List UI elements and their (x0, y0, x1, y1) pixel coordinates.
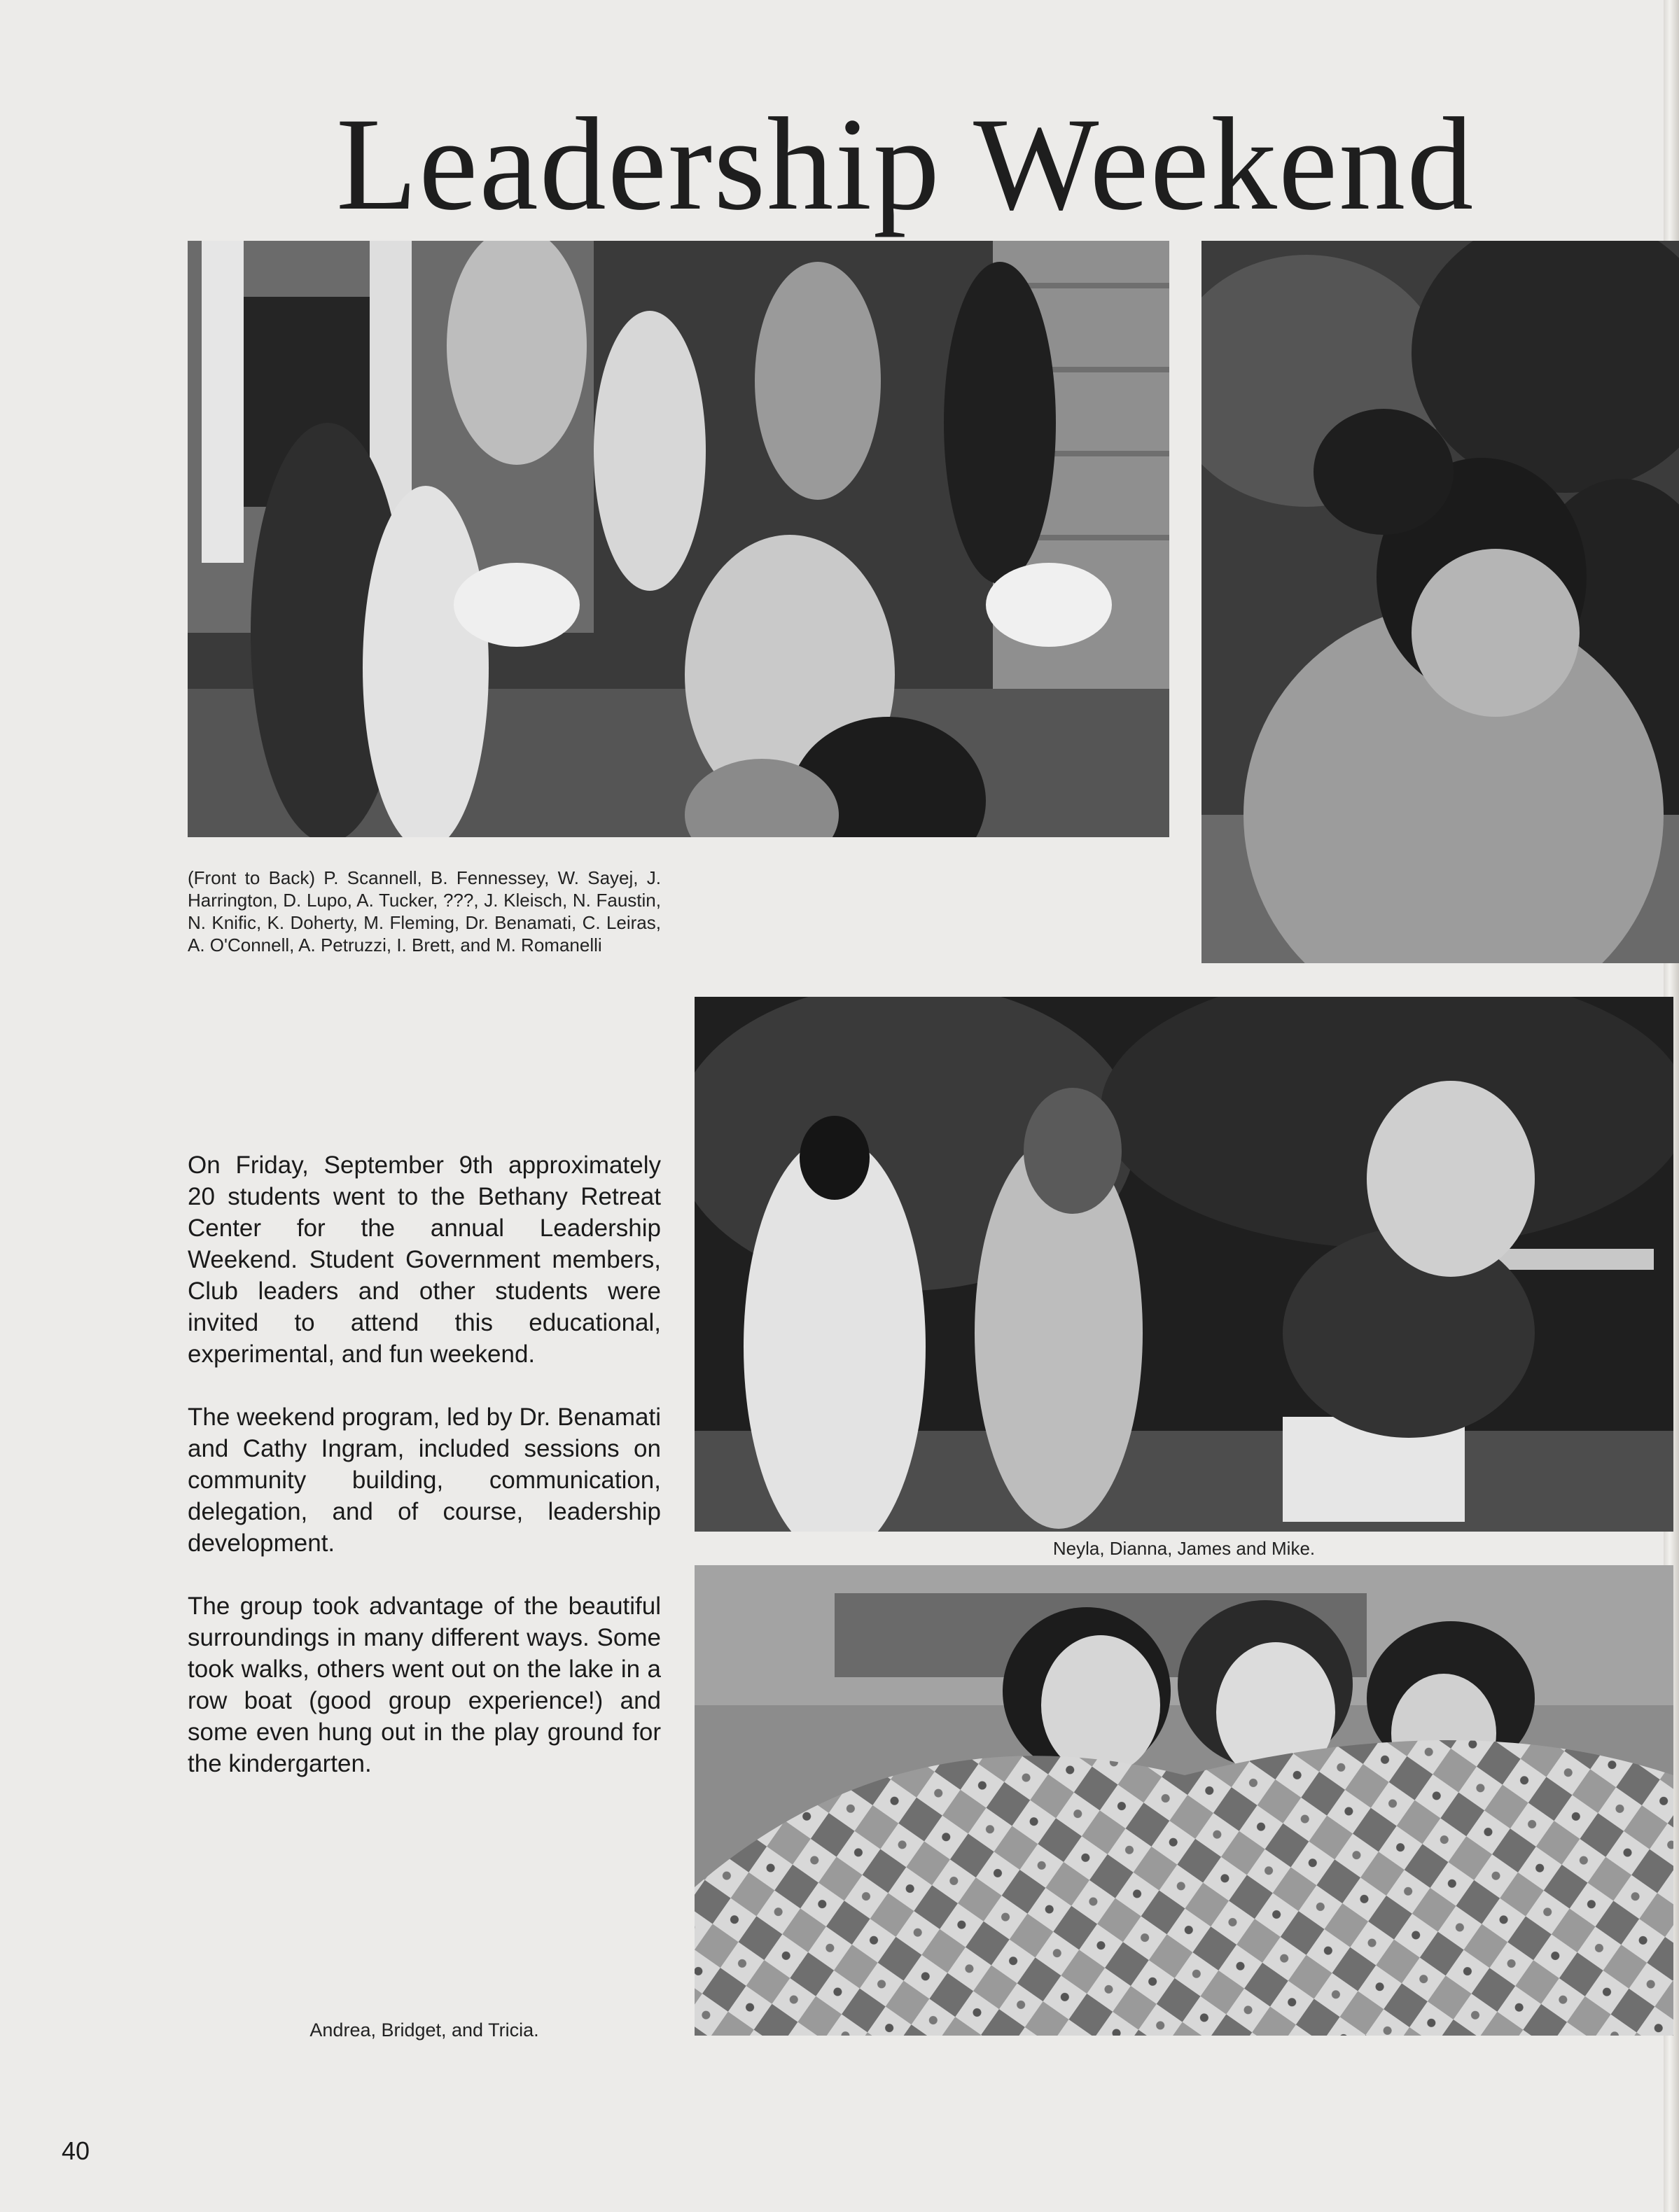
article-paragraph: On Friday, September 9th approximately 20 students went to the Bethany Retreat Center for the annual Leadership Weekend. Student Government members, Club leaders and other students were invited to attend this educational, experimental, and fun weekend. (188, 1152, 661, 1368)
group-photo-caption: (Front to Back) P. Scannell, B. Fennessey, W. Sayej, J. Harrington, D. Lupo, A. Tucker, ???, J. Kleisch, N. Faustin, N. Knific, K. Doherty, M. Fleming, Dr. Benamati, C. Leiras, A. O'Connell, A. Petruzzi, I. Brett, and M. Romanelli (188, 867, 661, 955)
quilt-photo-caption: Andrea, Bridget, and Tricia. (309, 2019, 539, 2040)
article-body (188, 1149, 661, 1779)
page-number: 40 (62, 2136, 90, 2165)
outdoor-photo (695, 997, 1673, 1532)
group-photo (188, 241, 1169, 837)
outdoor-photo-caption: Neyla, Dianna, James and Mike. (1052, 1538, 1316, 1559)
article-paragraph: The group took advantage of the beautiful surroundings in many different ways. Some took walks, others went out on the lake in a row boat (good group experience!) and some even hung out in the play ground for the kindergarten. (188, 1592, 661, 1777)
article-paragraph: The weekend program, led by Dr. Benamati and Cathy Ingram, included sessions on community building, communication, delegation, and of course, leadership development. (188, 1404, 661, 1557)
page-title: Leadership Weekend (336, 91, 1475, 238)
quilt-photo (695, 1565, 1673, 2036)
closeup-photo (1201, 241, 1679, 963)
